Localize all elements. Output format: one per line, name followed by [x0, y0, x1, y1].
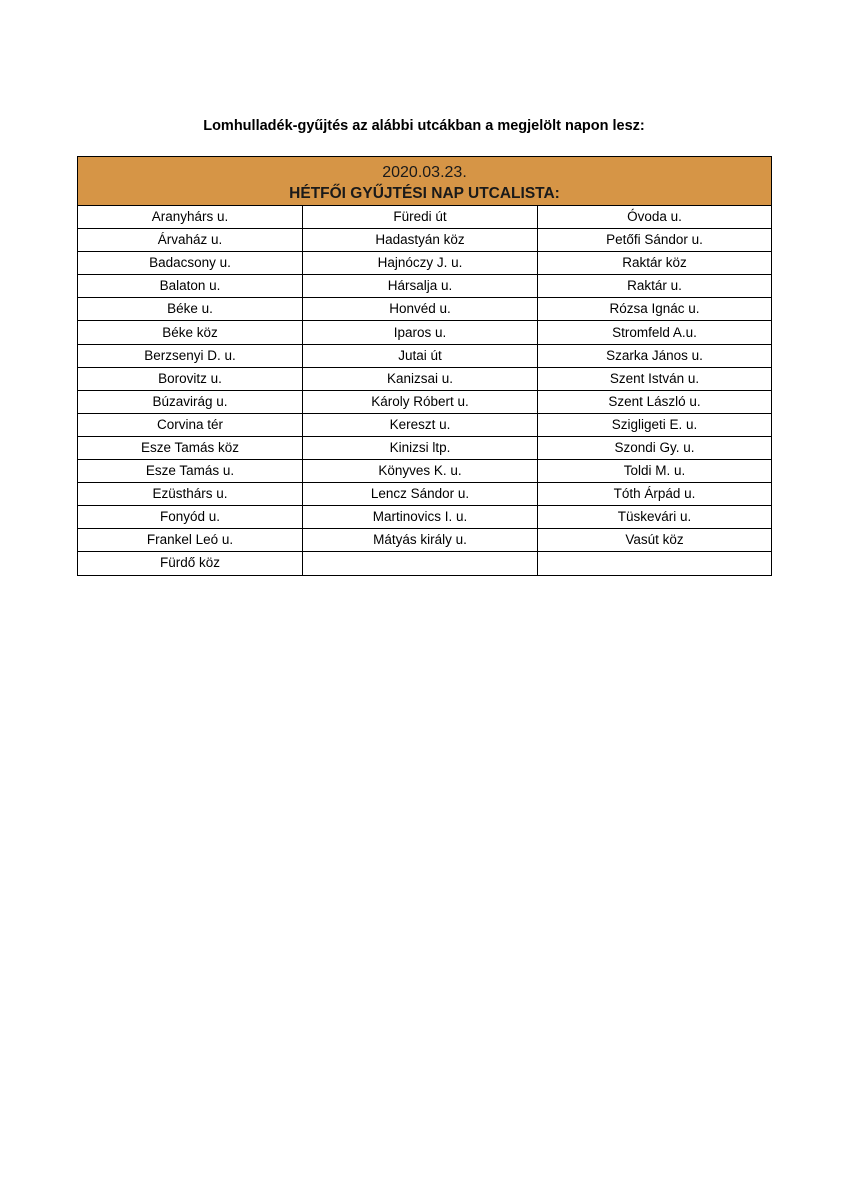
street-cell: Tüskevári u.	[538, 506, 772, 529]
table-row	[78, 298, 772, 321]
table-row	[78, 506, 772, 529]
street-cell: Hajnóczy J. u.	[303, 252, 538, 275]
street-cell: Fonyód u.	[78, 506, 303, 529]
street-cell: Honvéd u.	[303, 298, 538, 321]
street-cell: Ezüsthárs u.	[78, 483, 303, 506]
street-cell: Toldi M. u.	[538, 460, 772, 483]
table-row	[78, 344, 772, 367]
street-cell: Fürdő köz	[78, 552, 303, 575]
street-cell: Vasút köz	[538, 529, 772, 552]
street-cell: Kereszt u.	[303, 413, 538, 436]
table-row	[78, 252, 772, 275]
page-title: Lomhulladék-gyűjtés az alábbi utcákban a megjelölt napon lesz:	[203, 118, 645, 134]
table-row	[78, 529, 772, 552]
street-cell: Rózsa Ignác u.	[538, 298, 772, 321]
street-cell: Szent László u.	[538, 390, 772, 413]
street-cell: Balaton u.	[78, 275, 303, 298]
street-cell: Badacsony u.	[78, 252, 303, 275]
street-cell: Béke köz	[78, 321, 303, 344]
street-cell: Lencz Sándor u.	[303, 483, 538, 506]
street-cell: Iparos u.	[303, 321, 538, 344]
street-cell: Tóth Árpád u.	[538, 483, 772, 506]
street-cell: Füredi út	[303, 206, 538, 229]
street-cell: Raktár u.	[538, 275, 772, 298]
table-row	[78, 367, 772, 390]
street-cell: Árvaház u.	[78, 229, 303, 252]
street-cell: Raktár köz	[538, 252, 772, 275]
street-cell: Hársalja u.	[303, 275, 538, 298]
street-cell: Petőfi Sándor u.	[538, 229, 772, 252]
street-cell: Borovitz u.	[78, 367, 303, 390]
street-cell: Búzavirág u.	[78, 390, 303, 413]
street-cell: Jutai út	[303, 344, 538, 367]
street-cell: Szent István u.	[538, 367, 772, 390]
street-cell: Frankel Leó u.	[78, 529, 303, 552]
street-cell: Aranyhárs u.	[78, 206, 303, 229]
street-cell: Óvoda u.	[538, 206, 772, 229]
street-cell	[303, 552, 538, 575]
table-row	[78, 321, 772, 344]
street-cell: Hadastyán köz	[303, 229, 538, 252]
street-cell: Szigligeti E. u.	[538, 413, 772, 436]
street-cell: Stromfeld A.u.	[538, 321, 772, 344]
street-cell: Mátyás király u.	[303, 529, 538, 552]
street-list-table	[77, 156, 772, 576]
street-cell: Szondi Gy. u.	[538, 436, 772, 459]
table-row	[78, 436, 772, 459]
street-cell: Martinovics I. u.	[303, 506, 538, 529]
table-banner-row	[78, 157, 772, 206]
table-row	[78, 229, 772, 252]
street-cell: Esze Tamás köz	[78, 436, 303, 459]
table-row	[78, 460, 772, 483]
collection-date: 2020.03.23.	[382, 163, 467, 181]
table-row	[78, 413, 772, 436]
street-cell: Könyves K. u.	[303, 460, 538, 483]
street-cell: Berzsenyi D. u.	[78, 344, 303, 367]
street-cell: Esze Tamás u.	[78, 460, 303, 483]
banner-title: HÉTFŐI GYŰJTÉSI NAP UTCALISTA:	[289, 184, 560, 202]
street-cell: Kanizsai u.	[303, 367, 538, 390]
table-row	[78, 552, 772, 575]
table-banner	[78, 157, 772, 206]
street-cell: Szarka János u.	[538, 344, 772, 367]
table-row	[78, 206, 772, 229]
street-cell: Károly Róbert u.	[303, 390, 538, 413]
street-cell: Béke u.	[78, 298, 303, 321]
table-row	[78, 390, 772, 413]
table-row	[78, 483, 772, 506]
street-cell	[538, 552, 772, 575]
street-cell: Kinizsi ltp.	[303, 436, 538, 459]
table-row	[78, 275, 772, 298]
street-cell: Corvina tér	[78, 413, 303, 436]
